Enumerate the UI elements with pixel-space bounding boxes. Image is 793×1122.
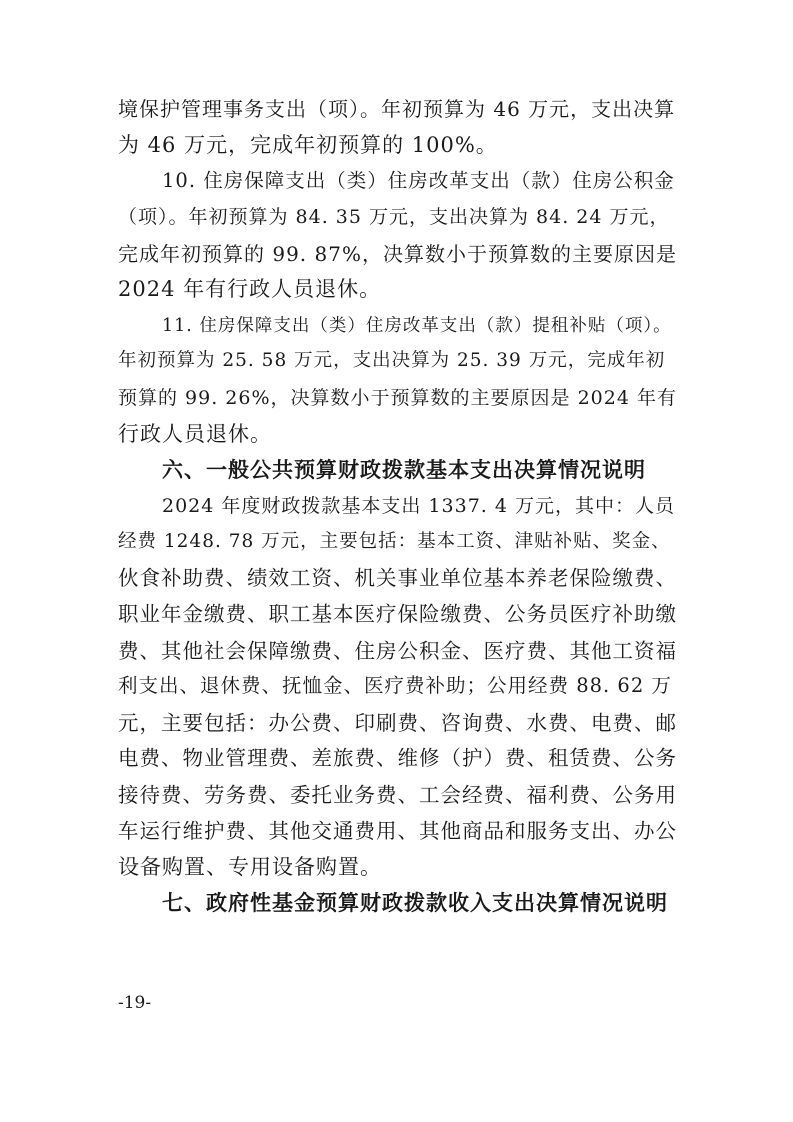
paragraph-line: 费、其他社会保障缴费、住房公积金、医疗费、其他工资福 xyxy=(118,639,677,663)
paragraph-line: 预算的 99. 26%，决算数小于预算数的主要原因是 2024 年有 xyxy=(118,387,677,409)
page-number: -19- xyxy=(118,993,152,1013)
paragraph-line: 元，主要包括：办公费、印刷费、咨询费、水费、电费、邮 xyxy=(118,711,677,735)
paragraph-line: 行政人员退休。 xyxy=(118,422,272,446)
paragraph-line: 完成年初预算的 99. 87%，决算数小于预算数的主要原因是 xyxy=(118,242,677,266)
paragraph-line: 伙食补助费、绩效工资、机关事业单位基本养老保险缴费、 xyxy=(118,566,677,590)
paragraph-line: （项）。年初预算为 84. 35 万元，支出决算为 84. 24 万元， xyxy=(118,206,670,228)
section-heading-6: 六、一般公共预算财政拨款基本支出决算情况说明 xyxy=(162,458,646,482)
paragraph-line: 车运行维护费、其他交通费用、其他商品和服务支出、办公 xyxy=(118,819,677,843)
paragraph-line: 境保护管理事务支出（项）。年初预算为 46 万元，支出决算 xyxy=(118,97,676,121)
paragraph-line: 职业年金缴费、职工基本医疗保险缴费、公务员医疗补助缴 xyxy=(118,602,677,626)
paragraph-line: 利支出、退休费、抚恤金、医疗费补助；公用经费 88. 62 万 xyxy=(118,674,672,697)
paragraph-line: 经费 1248. 78 万元，主要包括：基本工资、津贴补贴、奖金、 xyxy=(118,531,671,552)
paragraph-line: 11. 住房保障支出（类）住房改革支出（款）提租补贴（项）。 xyxy=(162,316,672,336)
paragraph-line: 2024 年有行政人员退休。 xyxy=(118,277,382,301)
paragraph-line: 年初预算为 25. 58 万元，支出决算为 25. 39 万元，完成年初 xyxy=(118,350,666,371)
paragraph-line: 接待费、劳务费、委托业务费、工会经费、福利费、公务用 xyxy=(118,783,677,807)
paragraph-line: 设备购置、专用设备购置。 xyxy=(118,855,382,879)
section-heading-7: 七、政府性基金预算财政拨款收入支出决算情况说明 xyxy=(162,891,668,915)
paragraph-line: 10. 住房保障支出（类）住房改革支出（款）住房公积金 xyxy=(162,169,675,192)
paragraph-line: 为 46 万元，完成年初预算的 100%。 xyxy=(118,133,498,157)
paragraph-line: 电费、物业管理费、差旅费、维修（护）费、租赁费、公务 xyxy=(118,746,677,770)
paragraph-line: 2024 年度财政拨款基本支出 1337. 4 万元，其中：人员 xyxy=(162,495,675,517)
